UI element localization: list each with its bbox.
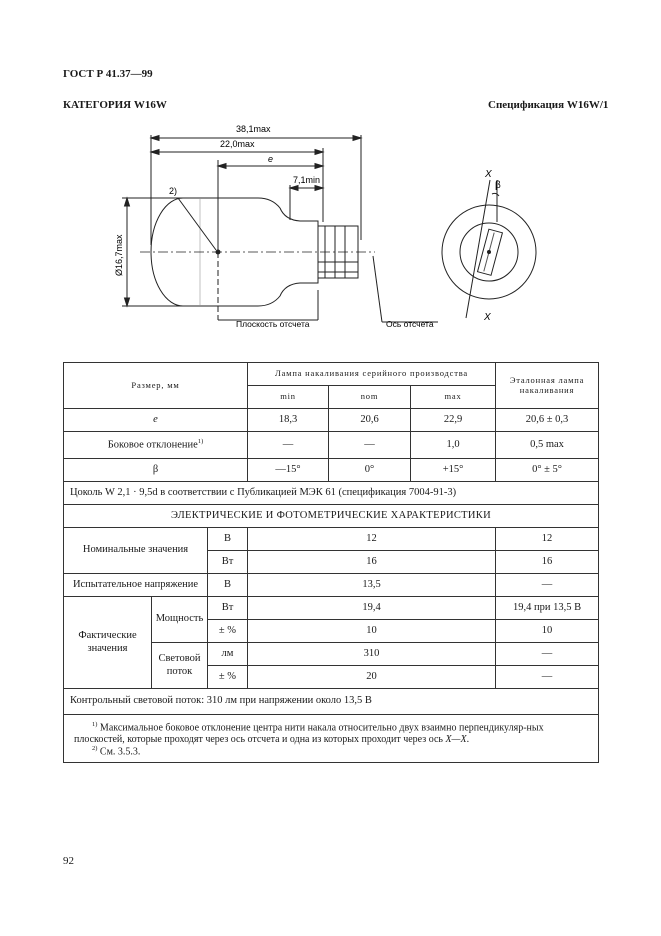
lamp-category: КАТЕГОРИЯ W16W: [63, 99, 167, 111]
row-power-tolerance: ± % 10 10: [64, 620, 599, 643]
row-power-watts: Фактические значения Мощность Вт 19,4 19,4 при 13,5 В: [64, 597, 599, 620]
row-section-title: ЭЛЕКТРИЧЕСКИЕ И ФОТОМЕТРИЧЕСКИЕ ХАРАКТЕРИСТИКИ: [64, 505, 599, 528]
row-test-voltage: Испытательное напряжение В 13,5 —: [64, 574, 599, 597]
footnote-2: $^{2)}$ См. 3.5.3.: [92, 745, 141, 758]
row-flux-lumens: Световой поток лм 310 —: [64, 643, 599, 666]
specification-table: [63, 362, 599, 763]
reference-axis-label: Ось отсчета: [386, 319, 434, 329]
specification-ref: Спецификация W16W/1: [488, 99, 609, 111]
beta-label: β: [495, 180, 501, 191]
reference-column-header: Эталонная лампа накаливания: [496, 363, 599, 409]
dim-total-label: 38,1max: [236, 124, 271, 134]
row-nominal-power: Вт 16 16: [64, 551, 599, 574]
footnote-1: $^{1)}$ Максимальное боковое отклонение центра нити накала относительно двух взаимно перпендикуляр-ных плоскостей, которые проходят через ось отсчета и одна из которых проходит через ось X—X.: [74, 721, 544, 745]
axis-x-bottom-label: X: [484, 312, 491, 323]
flux-label: Световой поток: [152, 643, 208, 689]
document-code: ГОСТ Р 41.37—99: [63, 68, 153, 80]
row-nominal-voltage: Номинальные значения В 12 12: [64, 528, 599, 551]
dim-base-label: 7,1min: [293, 175, 321, 185]
note-marker: 2): [169, 186, 178, 196]
dim-e-label: e: [268, 154, 274, 164]
nom-header: nom: [329, 386, 411, 409]
row-flux-tolerance: ± % 20 —: [64, 666, 599, 689]
dim-ref-label: 22,0max: [220, 139, 255, 149]
max-header: max: [411, 386, 496, 409]
serial-column-header: Лампа накаливания серийного производства: [248, 363, 496, 386]
size-column-header: Размер, мм: [64, 363, 248, 409]
row-e: e 18,3 20,6 22,9 20,6 ± 0,3: [64, 409, 599, 432]
min-header: min: [248, 386, 329, 409]
row-control-flux: Контрольный световой поток: 310 лм при напряжении около 13,5 В: [64, 689, 599, 715]
axis-x-top-label: X: [485, 169, 492, 180]
lamp-drawing: [0, 0, 661, 345]
row-footnotes: [64, 715, 599, 763]
row-cap: Цоколь W 2,1 · 9,5d в соответствии с Публикацией МЭК 61 (спецификация 7004-91-3): [64, 482, 599, 505]
page-number: 92: [63, 855, 74, 867]
footnote-ref-1: 1): [197, 438, 204, 446]
dim-diameter-label: Ø16,7max: [114, 234, 124, 276]
reference-plane-label: Плоскость отсчета: [236, 319, 310, 329]
nominal-label: Номинальные значения: [64, 528, 208, 574]
actual-values-label: Фактические значения: [64, 597, 152, 689]
power-label: Мощность: [152, 597, 208, 643]
row-side-deviation: Боковое отклонение$^{1)}$ — — 1,0 0,5 max: [64, 432, 599, 459]
row-beta: β —15° 0° +15° 0° ± 5°: [64, 459, 599, 482]
